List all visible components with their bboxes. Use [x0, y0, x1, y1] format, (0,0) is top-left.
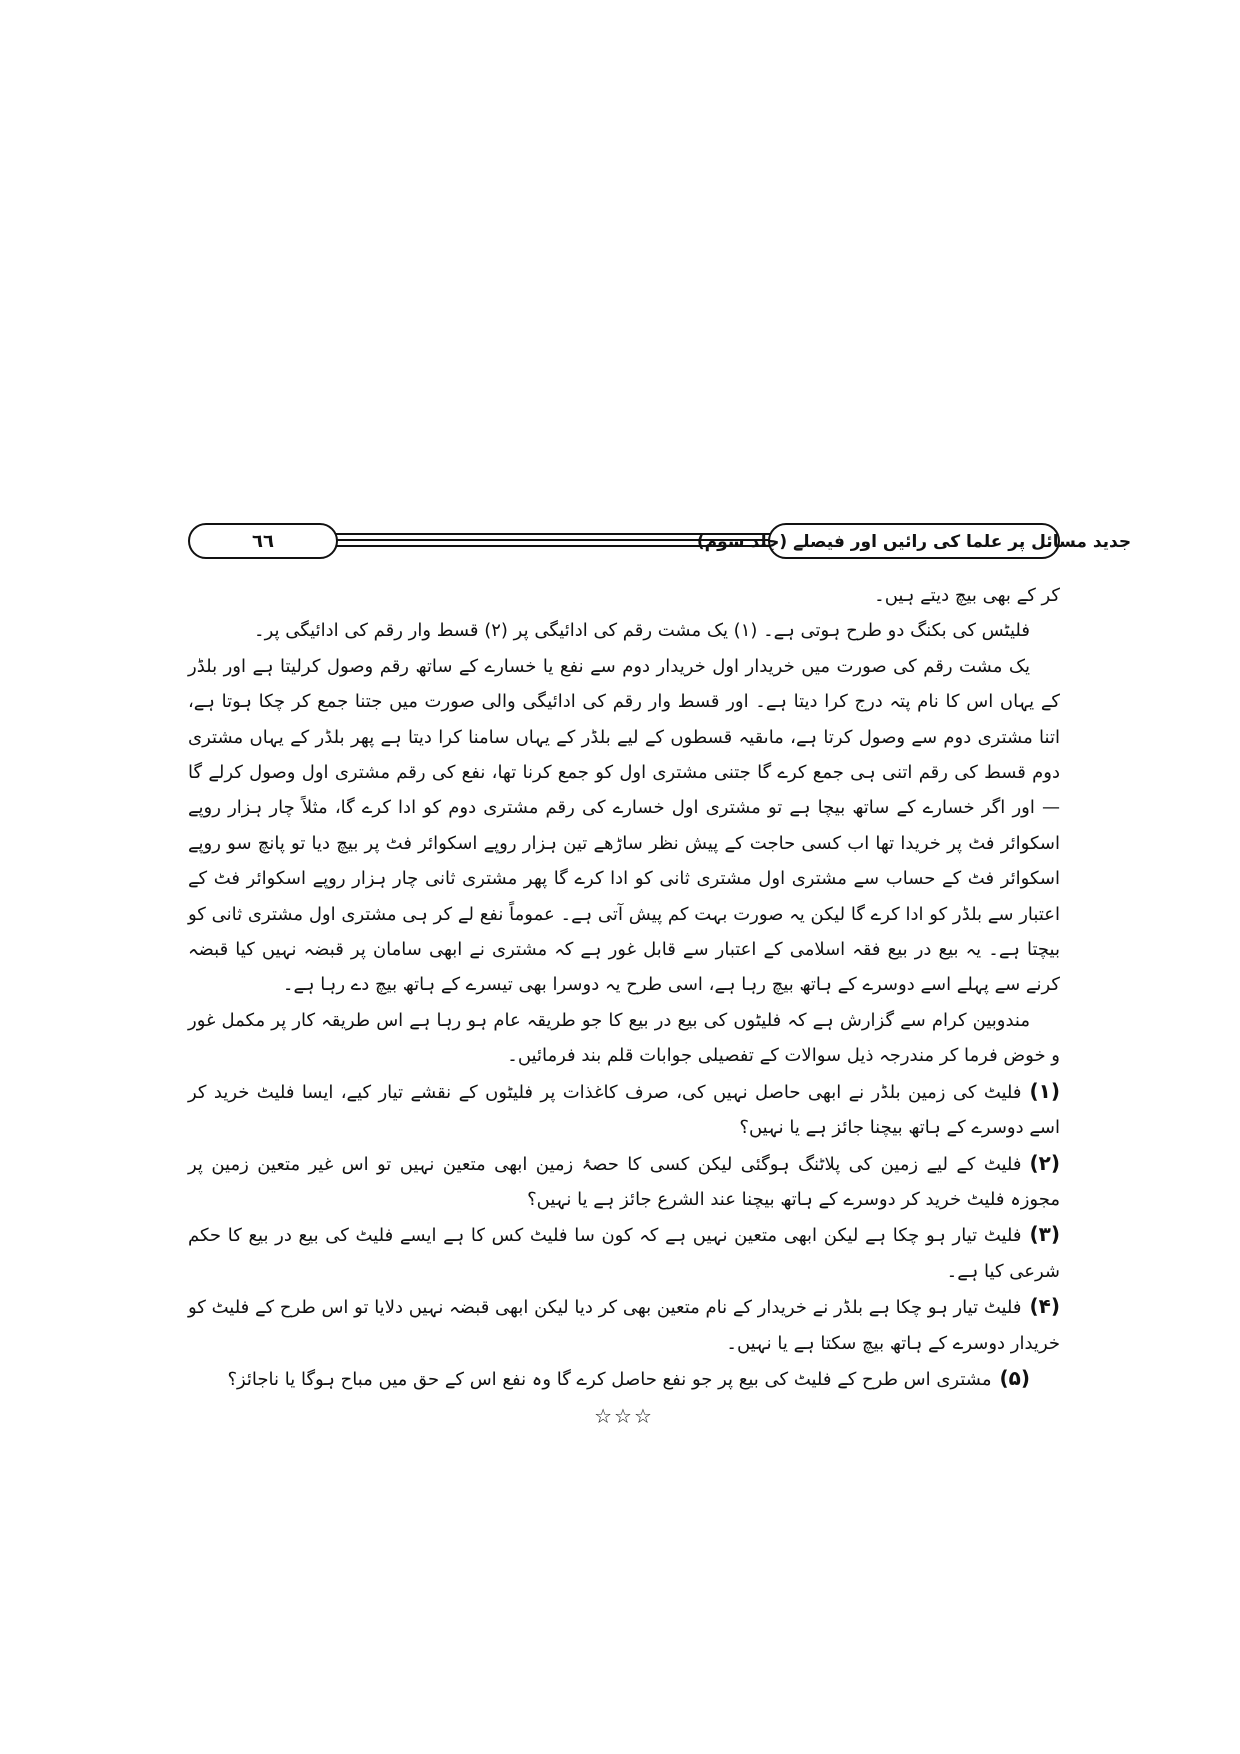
- question-2: [188, 1146, 1060, 1218]
- paragraph-payment-details: یک مشت رقم کی صورت میں خریدار اول خریدار دوم سے نفع یا خسارے کے ساتھ رقم وصول کرلیتا ہے اور بلڈر کے یہاں اس کا نام پتہ درج کرا دیتا ہے۔ اور قسط وار رقم کی ادائیگی والی صورت میں جتنا جمع کر چکا ہوتا ہے، اتنا مشتری دوم سے وصول کرتا ہے، ماںقیہ قسطوں کے لیے بلڈر کے یہاں سامنا کرا دیتا ہے پھر بلڈر کے یہاں مشتری دوم قسط کی رقم اتنی ہی جمع کرے گا جتنی مشتری اول کو جمع کرنا تھا، نفع کی رقم مشتری اول وصول کرلے گا — اور اگر خسارے کے ساتھ بیچا ہے تو مشتری اول خسارے کی رقم مشتری دوم کو ادا کرے گا، مثلاً چار ہزار روپے اسکوائر فٹ پر خریدا تھا اب کسی حاجت کے پیش نظر ساڑھے تین ہزار روپے اسکوائر فٹ پر بیچ دیا تو پانچ سو روپے اسکوائر فٹ کے حساب سے مشتری اول مشتری ثانی کو ادا کرے گا پھر مشتری ثانی چار ہزار روپے اسکوائر فٹ کے اعتبار سے بلڈر کو ادا کرے گا لیکن یہ صورت بہت کم پیش آتی ہے۔ عموماً نفع لے کر ہی مشتری اول مشتری ثانی کو بیچتا ہے۔ یہ بیع در بیع فقہ اسلامی کے اعتبار سے قابل غور ہے کہ مشتری نے ابھی سامان پر قبضہ نہیں کیا قبضہ کرنے سے پہلے اسے دوسرے کے ہاتھ بیچ رہا ہے، اسی طرح یہ دوسرا بھی تیسرے کے ہاتھ بیچ دے رہا ہے۔: [188, 655, 1060, 996]
- book-title: جدید مسائل پر علما کی رائیں اور فیصلے (جلد سوم): [696, 531, 1132, 552]
- question-number: (۱): [1029, 1078, 1060, 1103]
- question-3: [188, 1217, 1060, 1289]
- paragraph-booking-types: فلیٹس کی بکنگ دو طرح ہوتی ہے۔ (۱) یک مشت رقم کی ادائیگی پر (۲) قسط وار رقم کی ادائیگی پر۔: [254, 620, 1030, 642]
- page-body: [188, 578, 1060, 1435]
- question-text: فلیٹ تیار ہو چکا ہے لیکن ابھی متعین نہیں ہے کہ کون سا فلیٹ کس کا ہے ایسے فلیٹ کی بیع در بیع کا حکم شرعی کیا ہے۔: [188, 1225, 1060, 1282]
- page-number-box: [188, 523, 338, 559]
- question-number: (۴): [1029, 1294, 1060, 1319]
- paragraph-request: مندوبین کرام سے گزارش ہے کہ فلیٹوں کی بیع در بیع کا جو طریقہ عام ہو رہا ہے اس طریقہ کار پر مکمل غور و خوض فرما کر مندرجہ ذیل سوالات کے تفصیلی جوابات قلم بند فرمائیں۔: [188, 1009, 1060, 1067]
- question-text: فلیٹ کی زمین بلڈر نے ابھی حاصل نہیں کی، صرف کاغذات پر فلیٹوں کے نقشے تیار کیے، ایسا فلیٹ خرید کر اسے دوسرے کے ہاتھ بیچنا جائز ہے یا نہیں؟: [188, 1081, 1060, 1139]
- end-mark: ☆☆☆: [594, 1404, 654, 1429]
- book-title-box: [696, 523, 1132, 559]
- question-4: [188, 1289, 1060, 1361]
- question-number: (۲): [1029, 1150, 1060, 1175]
- question-number: (۳): [1029, 1222, 1060, 1247]
- opening-line: کر کے بھی بیچ دیتے ہیں۔: [874, 585, 1060, 606]
- question-5: [188, 1361, 1060, 1397]
- question-1: [188, 1074, 1060, 1146]
- page-number: ٦٦: [252, 530, 274, 552]
- question-text: فلیٹ کے لیے زمین کی پلاٹنگ ہوگئی لیکن کسی کا حصۂ زمین ابھی متعین نہیں تو اس غیر متعین زمین پر مجوزہ فلیٹ خرید کر دوسرے کے ہاتھ بیچنا عند الشرع جائز ہے یا نہیں؟: [188, 1153, 1060, 1210]
- page-header: [188, 523, 1132, 565]
- question-text: فلیٹ تیار ہو چکا ہے بلڈر نے خریدار کے نام متعین بھی کر دیا لیکن ابھی قبضہ نہیں دلایا تو اس طرح کے فلیٹ کو خریدار دوسرے کے ہاتھ بیچ سکتا ہے یا نہیں۔: [188, 1297, 1060, 1354]
- question-number: (۵): [999, 1365, 1030, 1390]
- question-text: مشتری اس طرح کے فلیٹ کی بیع پر جو نفع حاصل کرے گا وہ نفع اس کے حق میں مباح ہوگا یا ناجائز؟: [227, 1368, 992, 1390]
